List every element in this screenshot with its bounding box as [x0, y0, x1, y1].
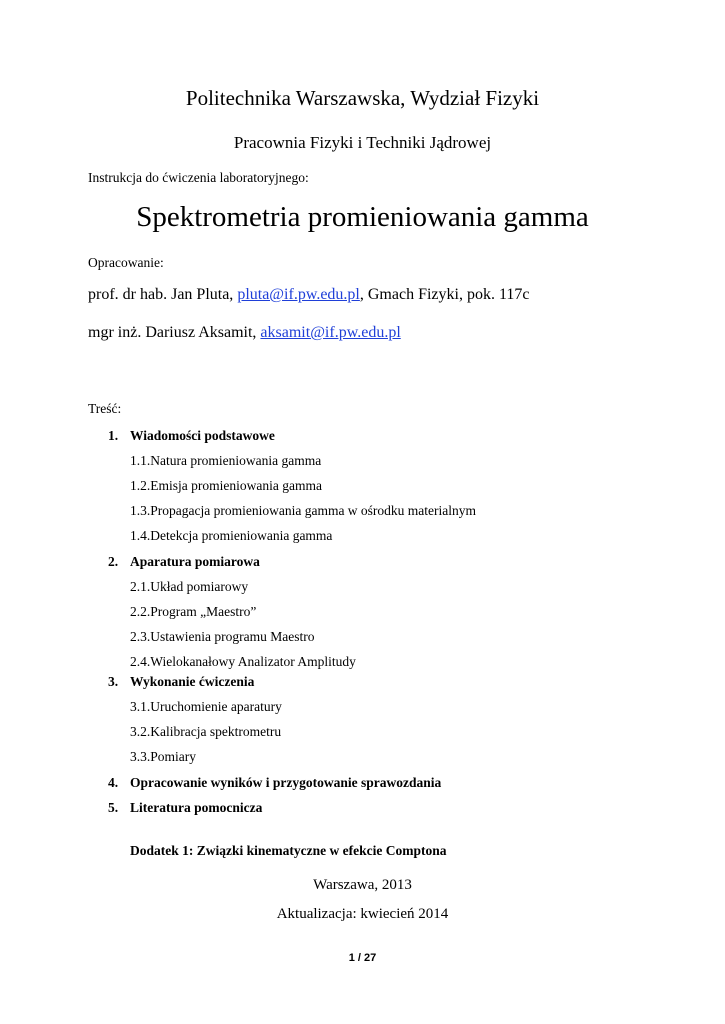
institution-heading: Politechnika Warszawska, Wydział Fizyki [185, 86, 540, 110]
toc-section-5-number: 5. [108, 800, 119, 815]
toc-item-3-1[interactable]: 3.1.Uruchomienie aparatury [130, 699, 282, 714]
toc-label: Treść: [88, 401, 122, 416]
author-2-email-link[interactable]: aksamit@if.pw.edu.pl [260, 324, 401, 341]
toc-item-1-1[interactable]: 1.1.Natura promieniowania gamma [130, 453, 322, 468]
authors-label: Opracowanie: [88, 255, 164, 270]
lab-heading: Pracownia Fizyki i Techniki Jądrowej [233, 133, 492, 152]
toc-item-2-3[interactable]: 2.3.Ustawienia programu Maestro [130, 629, 315, 644]
toc-section-1-title[interactable]: Wiadomości podstawowe [130, 428, 275, 443]
author-line-1 [88, 286, 529, 304]
toc-item-2-4[interactable]: 2.4.Wielokanałowy Analizator Amplitudy [130, 654, 356, 669]
toc-section-1-number: 1. [108, 428, 119, 443]
toc-item-1-3[interactable]: 1.3.Propagacja promieniowania gamma w ośrodku materialnym [130, 503, 477, 518]
author-1-email-link[interactable]: pluta@if.pw.edu.pl [237, 286, 360, 303]
author-line-2 [88, 324, 401, 342]
toc-appendix-1[interactable]: Dodatek 1: Związki kinematyczne w efekcie Comptona [130, 843, 447, 858]
toc-section-2-title[interactable]: Aparatura pomiarowa [130, 554, 260, 569]
toc-section-4-number: 4. [108, 775, 119, 790]
toc-section-3-title[interactable]: Wykonanie ćwiczenia [130, 674, 255, 689]
place-date: Warszawa, 2013 [313, 877, 412, 893]
toc-section-5-title[interactable]: Literatura pomocnicza [130, 800, 263, 815]
instruction-label: Instrukcja do ćwiczenia laboratoryjnego: [88, 170, 309, 185]
update-date: Aktualizacja: kwiecień 2014 [276, 906, 449, 922]
author-1-name: prof. dr hab. Jan Pluta, [88, 286, 238, 303]
toc-item-1-4[interactable]: 1.4.Detekcja promieniowania gamma [130, 528, 333, 543]
toc-item-2-2[interactable]: 2.2.Program „Maestro” [130, 604, 257, 619]
toc-section-2-number: 2. [108, 554, 119, 569]
author-1-office: , Gmach Fizyki, pok. 117c [359, 286, 530, 303]
toc-section-4-title[interactable]: Opracowanie wyników i przygotowanie sprawozdania [130, 775, 442, 790]
toc-item-3-2[interactable]: 3.2.Kalibracja spektrometru [130, 724, 282, 739]
author-2-name: mgr inż. Dariusz Aksamit, [88, 324, 261, 341]
toc-item-1-2[interactable]: 1.2.Emisja promieniowania gamma [130, 478, 322, 493]
toc-item-3-3[interactable]: 3.3.Pomiary [130, 749, 196, 764]
page-number: 1 / 27 [348, 952, 377, 964]
toc-section-3-number: 3. [108, 674, 119, 689]
toc-item-2-1[interactable]: 2.1.Układ pomiarowy [130, 579, 249, 594]
document-title: Spektrometria promieniowania gamma [136, 201, 589, 233]
